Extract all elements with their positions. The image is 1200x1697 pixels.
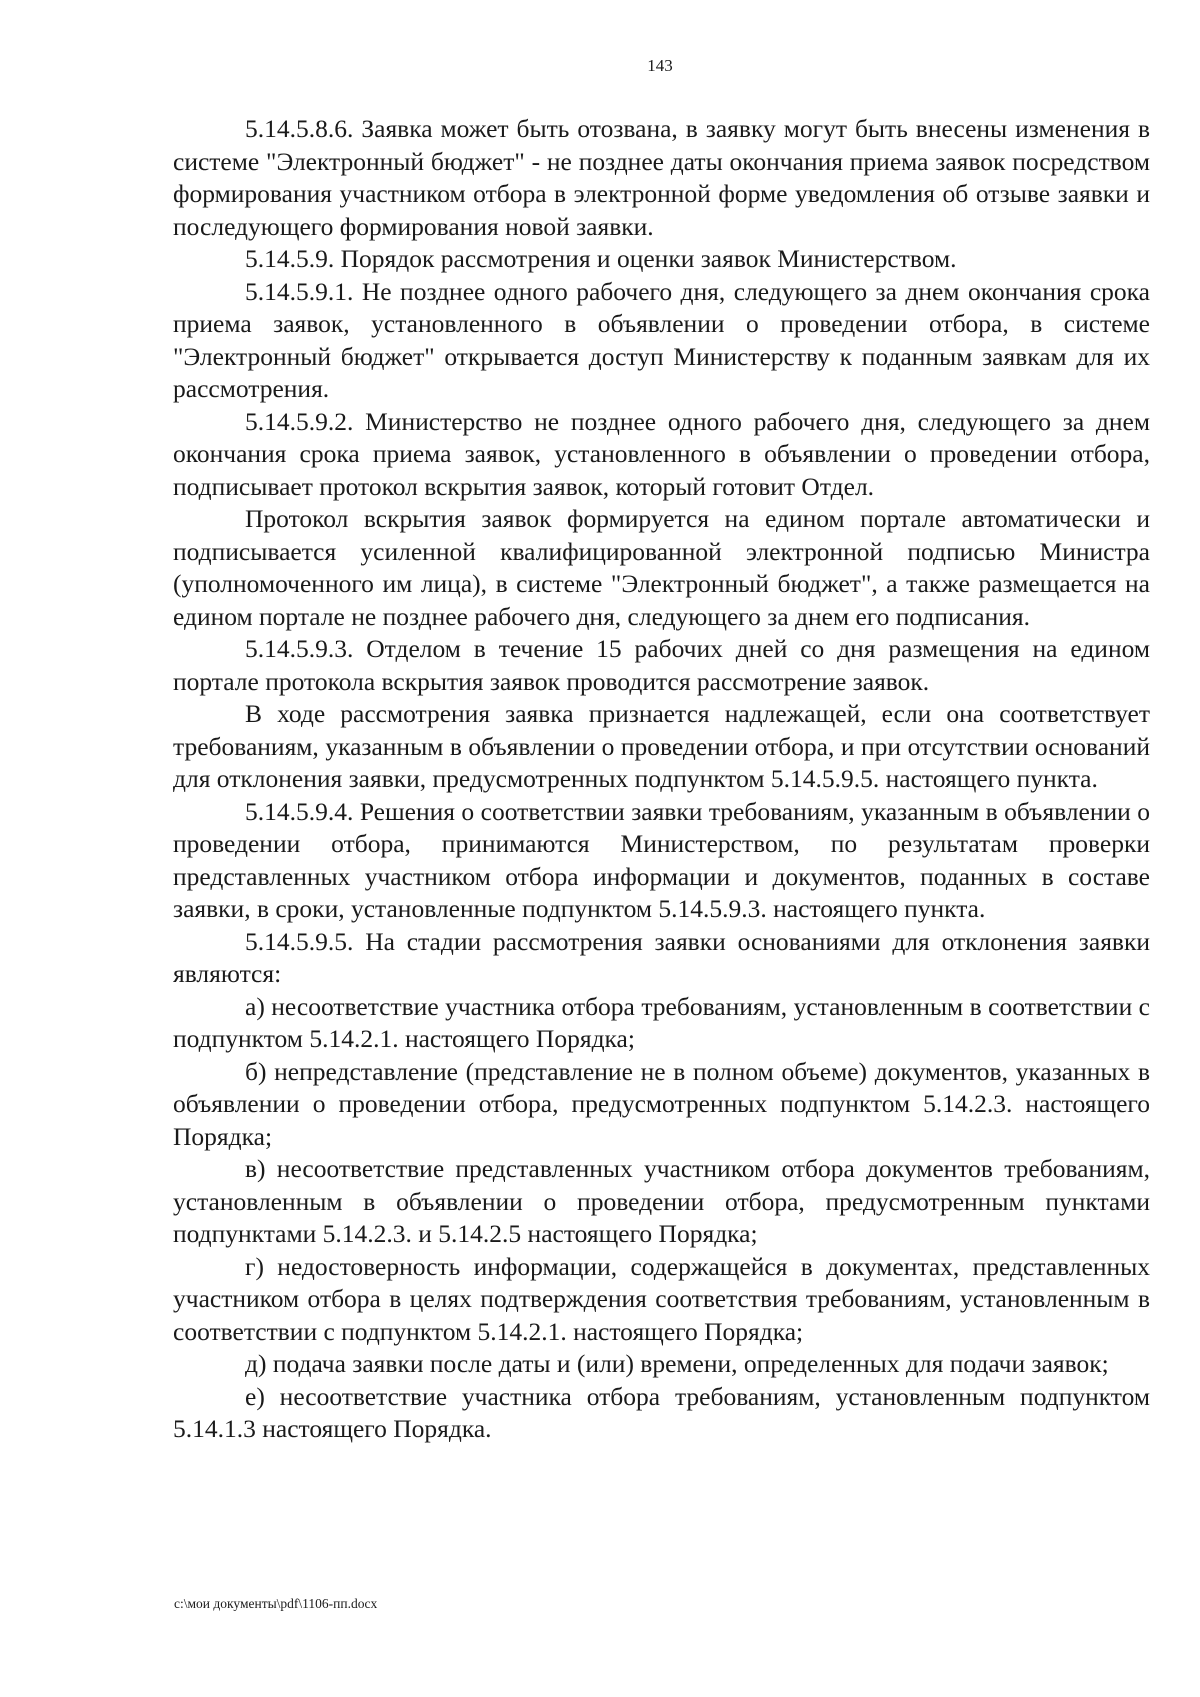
paragraph-5-14-5-9-3: 5.14.5.9.3. Отделом в течение 15 рабочих дней со дня размещения на едином портале протокола вскрытия заявок проводится рассмотрение заявок. — [173, 634, 1150, 696]
document-body — [173, 113, 1150, 1446]
paragraph-5-14-5-9-1: 5.14.5.9.1. Не позднее одного рабочего дня, следующего за днем окончания срока приема заявок, установленного в объявлении о проведении отбора, в системе "Электронный бюджет" открывается доступ Министерству к поданным заявкам для их рассмотрения. — [173, 276, 1150, 403]
list-item-v: в) несоответствие представленных участником отбора документов требованиям, установленным в объявлении о проведении отбора, предусмотренным пунктами подпунктами 5.14.2.3. и 5.14.2.5 настоящего Порядка; — [173, 1154, 1150, 1248]
list-item-g: г) недостоверность информации, содержащейся в документах, представленных участником отбора в целях подтверждения соответствия требованиям, установленным в соответствии с подпунктом 5.14.2.1. настоящего Порядка; — [173, 1251, 1150, 1346]
page-number: 143 — [647, 56, 673, 75]
list-item-b: б) непредставление (представление не в полном объеме) документов, указанных в объявлении о проведении отбора, предусмотренных подпунктом 5.14.2.3. настоящего Порядка; — [173, 1056, 1150, 1151]
list-item-a: а) несоответствие участника отбора требованиям, установленным в соответствии с подпунктом 5.14.2.1. настоящего Порядка; — [173, 991, 1150, 1053]
paragraph-protocol: Протокол вскрытия заявок формируется на едином портале автоматически и подписывается усиленной квалифицированной электронной подписью Министра (уполномоченного им лица), в системе "Электронный бюджет", а также размещается на едином портале не позднее рабочего дня, следующего за днем его подписания. — [173, 504, 1150, 631]
paragraph-5-14-5-9-5: 5.14.5.9.5. На стадии рассмотрения заявки основаниями для отклонения заявки являются: — [173, 926, 1150, 988]
paragraph-5-14-5-9-4: 5.14.5.9.4. Решения о соответствии заявки требованиям, указанным в объявлении о проведении отбора, принимаются Министерством, по результатам проверки представленных участником отбора информации и документов, поданных в составе заявки, в сроки, установленные подпунктом 5.14.5.9.3. настоящего пункта. — [173, 796, 1150, 923]
paragraph-review: В ходе рассмотрения заявка признается надлежащей, если она соответствует требованиям, указанным в объявлении о проведении отбора, и при отсутствии оснований для отклонения заявки, предусмотренных подпунктом 5.14.5.9.5. настоящего пункта. — [173, 699, 1150, 793]
footer-file-path: c:\мои документы\pdf\1106-пп.docx — [174, 1596, 378, 1611]
paragraph-5-14-5-9: 5.14.5.9. Порядок рассмотрения и оценки заявок Министерством. — [245, 244, 957, 273]
list-item-d: д) подача заявки после даты и (или) времени, определенных для подачи заявок; — [245, 1349, 1109, 1378]
paragraph-5-14-5-8-6: 5.14.5.8.6. Заявка может быть отозвана, в заявку могут быть внесены изменения в системе "Электронный бюджет" - не позднее даты окончания приема заявок посредством формирования участником отбора в электронной форме уведомления об отзыве заявки и последующего формирования новой заявки. — [173, 114, 1150, 241]
paragraph-5-14-5-9-2: 5.14.5.9.2. Министерство не позднее одного рабочего дня, следующего за днем окончания срока приема заявок, установленного в объявлении о проведении отбора, подписывает протокол вскрытия заявок, который готовит Отдел. — [173, 406, 1150, 501]
list-item-e: е) несоответствие участника отбора требованиям, установленным подпунктом 5.14.1.3 настоящего Порядка. — [173, 1381, 1150, 1443]
